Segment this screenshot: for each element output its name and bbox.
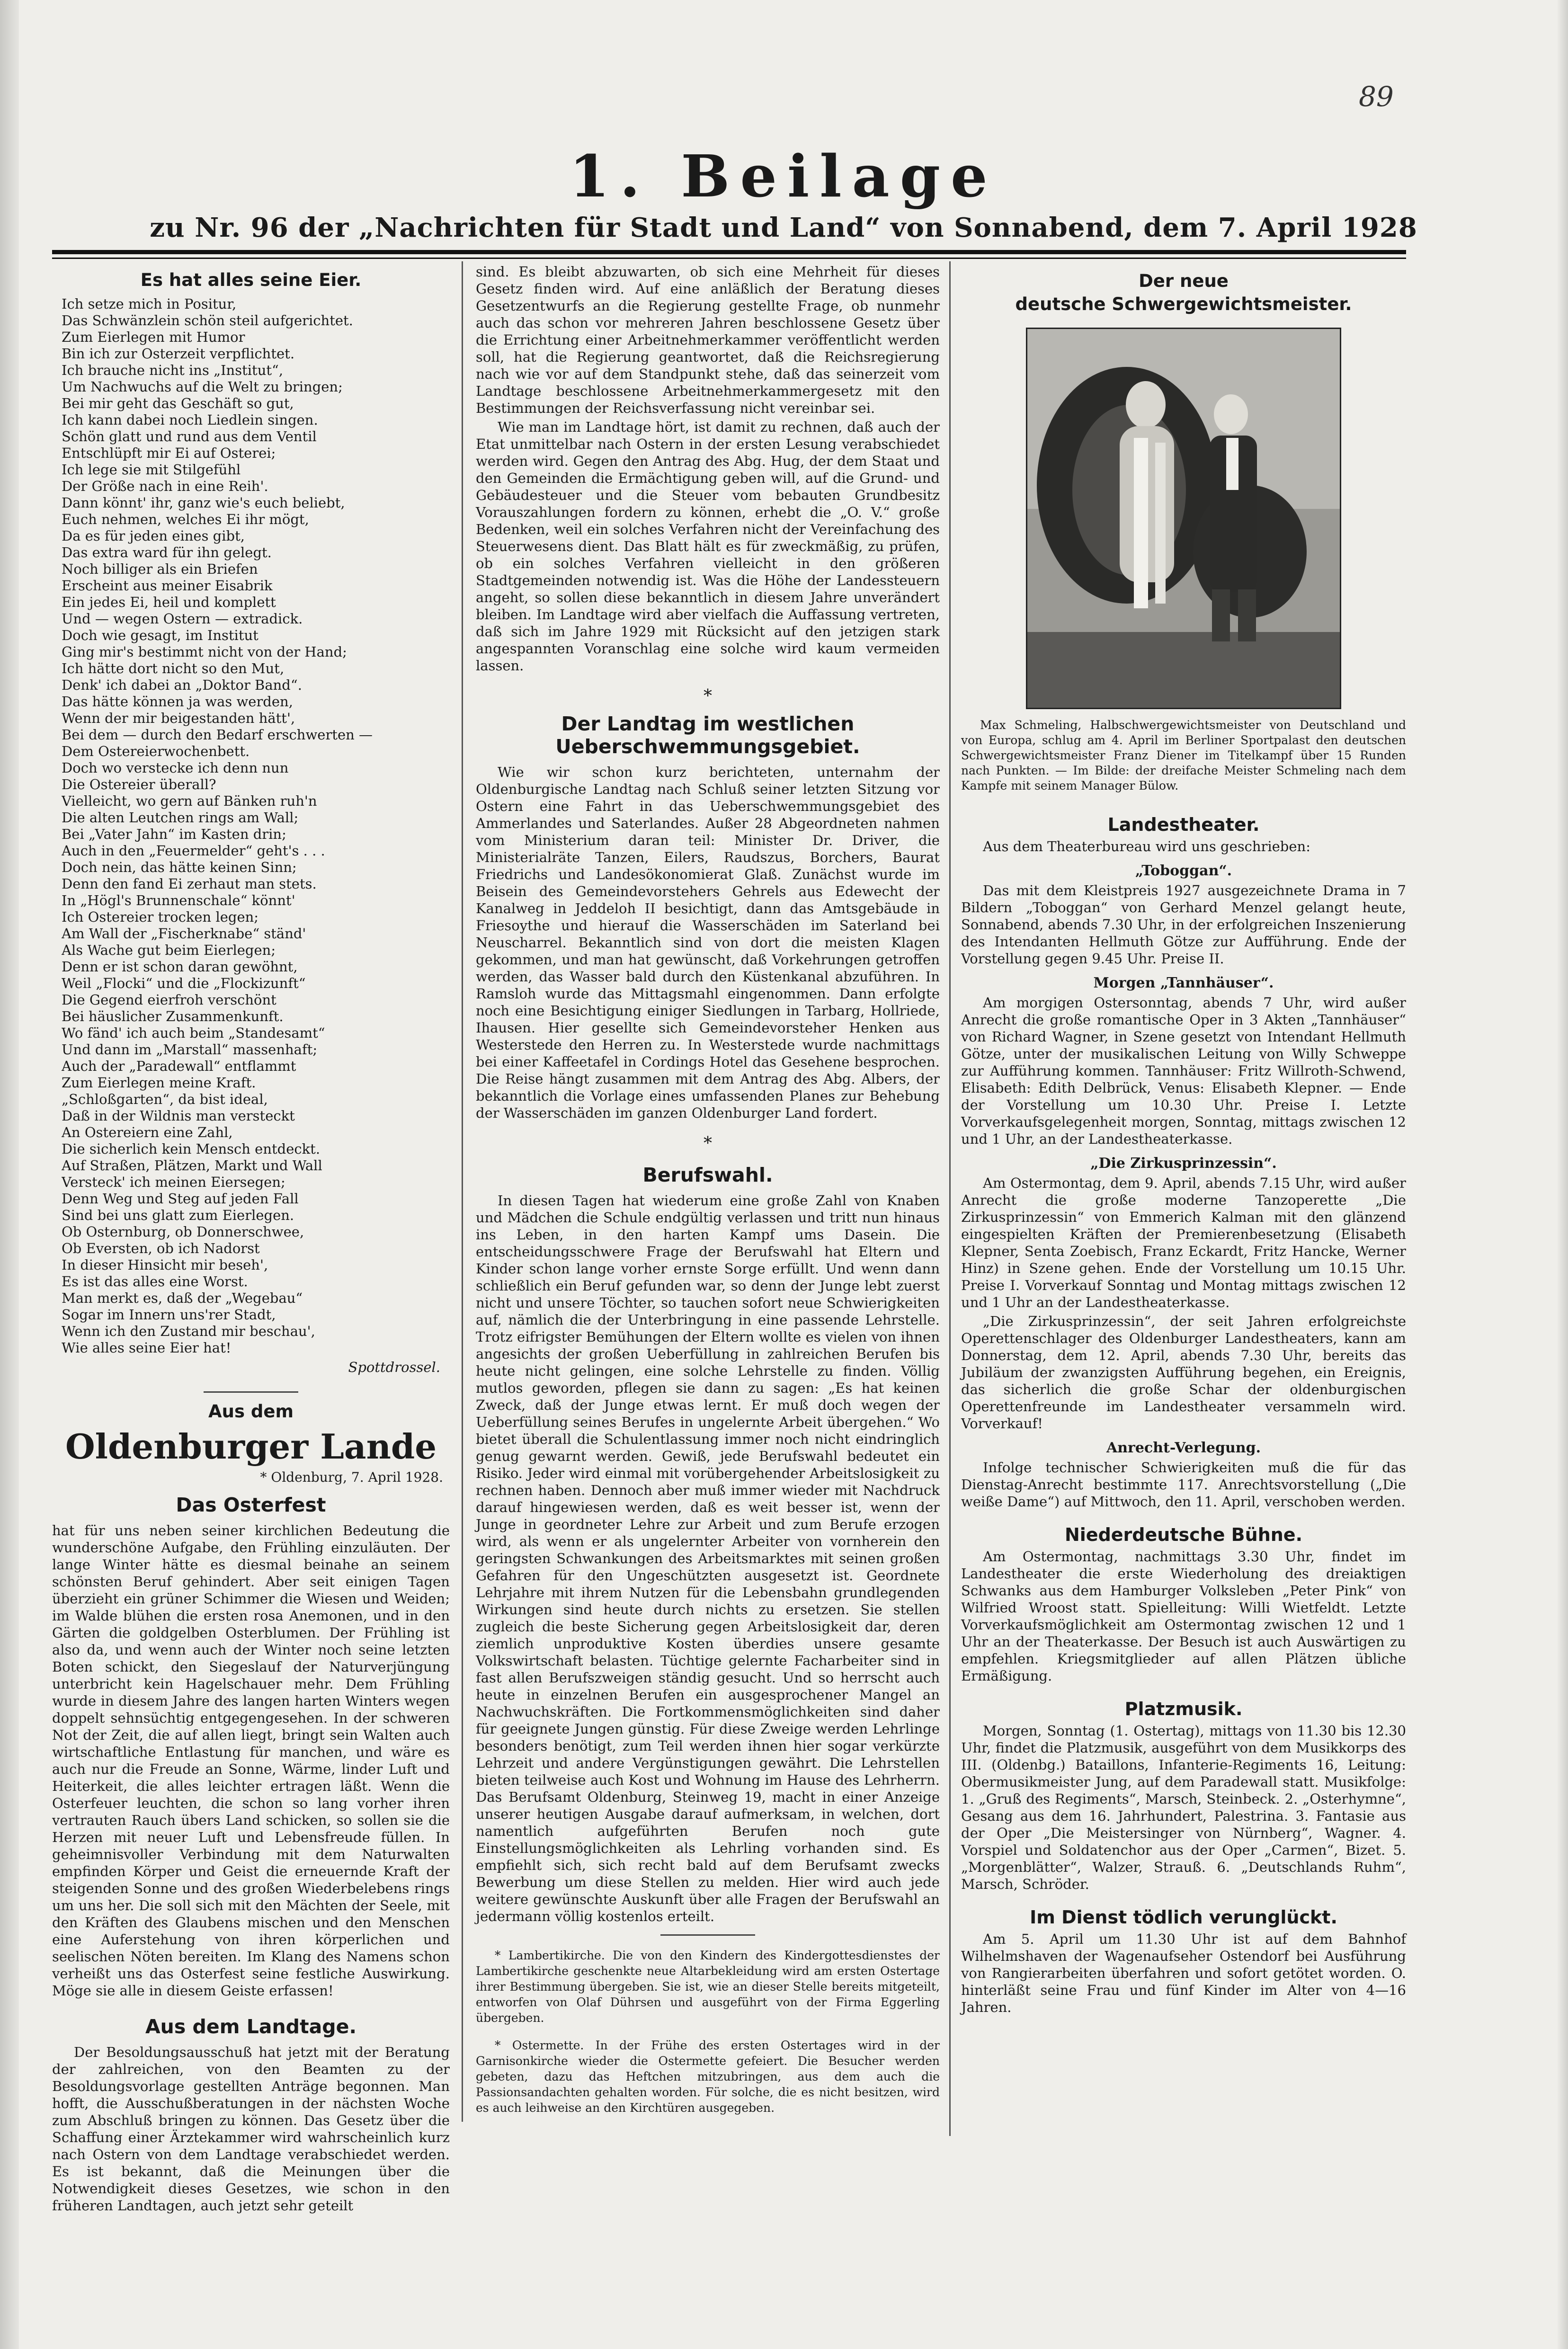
dienst-unfall-text: Am 5. April um 11.30 Uhr ist auf dem Bahnhof Wilhelmshaven der Wagenaufseher Ostendorf bei Ausführung von Rangierarbeiten überfahren und sofort getötet worden. O. hinterläßt seine Frau und fünf Kinder im Alter von 4—16 Jahren. <box>961 1931 1406 2015</box>
poem-line: Denk' ich dabei an „Doktor Band“. <box>62 677 302 693</box>
column-right <box>961 261 1406 2018</box>
landtage-text: Der Besoldungsausschuß hat jetzt mit der Beratung der zahlreichen, von den Beamten zu der Besoldungsvorlage gestellten Anträge begonnen. Man hofft, die Ausschußberatungen in der nächsten Woche zum Abschluß bringen zu können. Das Gesetz über die Schaffung einer Ärztekammer wird wahrscheinlich kurz nach Ostern von dem Landtage verabschiedet werden. Es ist bekannt, daß die Meinungen über die Notwendigkeit dieses Gesetzes, wie schon in den früheren Landtagen, auch jetzt sehr geteilt <box>52 2044 450 2214</box>
poem-line: Die Ostereier überall? <box>62 776 216 792</box>
poem-line: Denn er ist schon daran gewöhnt, <box>62 959 298 975</box>
poem-line: Als Wache gut beim Eierlegen; <box>62 942 276 958</box>
column-divider-2 <box>949 261 951 2136</box>
poem-line: Ich kann dabei noch Liedlein singen. <box>62 412 318 428</box>
poem-line: Schön glatt und rund aus dem Ventil <box>62 428 317 445</box>
poem-line: Denn den fand Ei zerhaut man stets. <box>62 876 317 892</box>
poem-line: Die sicherlich kein Mensch entdeckt. <box>62 1141 321 1157</box>
poem-line: Man merkt es, daß der „Wegebau“ <box>62 1290 303 1306</box>
poem-line: Zum Eierlegen mit Humor <box>62 329 245 345</box>
poem-line: Ob Osternburg, ob Donnerschwee, <box>62 1224 304 1240</box>
masthead-rule-thin <box>52 258 1406 259</box>
poem-line: Die alten Leutchen rings am Wall; <box>62 810 299 826</box>
poem-line: Am Wall der „Fischerknabe“ ständ' <box>62 925 306 942</box>
landtag-trip-text: Wie wir schon kurz berichteten, unternahm der Oldenburgische Landtag nach Schluß seiner letzten Sitzung vor Ostern eine Fahrt in das Ueberschwemmungsgebiet des Ammerlandes und Saterlandes. Außer 28 Abgeordneten nahmen vom Ministerium daran teil: Minister Dr. Driver, die Ministerialräte Tanzen, Eilers, Raudszus, Borchers, Baurat Friedrichs und Landesökonomierat Glaß. Zunächst wurde im Beisein des Gemeindevorstehers Gehrels aus Edewecht der Kanalweg in Jeddeloh II besichtigt, dann das Amtsgebäude in Friesoythe und hierauf die Wasserschäden im Saterland bei Neuscharrel. Bekanntlich sind von dort die meisten Klagen gekommen, und man hat gewünscht, daß Vorkehrungen getroffen werden, das Wasser bald durch den Küstenkanal abzuführen. In Ramsloh wurde das Mittagsmahl eingenommen. Dann erfolgte noch eine Besichtigung einiger Siedlungen in Tarbarg, Hollriede, Ihausen. Hier gesellte sich Gemeindevorsteher Henken aus Westerstede den Herren zu. In Westerstede wurde nachmittags bei einer Kaffeetafel in Cordings Hotel das Gesehene besprochen. Die Reise hängt zusammen mit dem Antrag des Abg. Albers, der bekanntlich die Vorlage eines umfassenden Planes zur Behebung der Wasserschäden im ganzen Oldenburger Land fordert. <box>476 764 940 1121</box>
section-rule <box>660 1934 755 1936</box>
poem-line: Bei dem — durch den Bedarf erschwerten — <box>62 727 373 743</box>
poem-line: Die Gegend eierfroh verschönt <box>62 992 276 1008</box>
poem-line: Auf Straßen, Plätzen, Markt und Wall <box>62 1157 322 1174</box>
niederdeutsche-buehne-title: Niederdeutsche Bühne. <box>1064 1524 1303 1545</box>
section-title: Oldenburger Lande <box>65 1426 437 1467</box>
tannhaeuser-heading: Morgen „Tannhäuser“. <box>1093 975 1274 991</box>
poem-line: Bin ich zur Osterzeit verpflichtet. <box>62 346 295 362</box>
poem-line: Dem Ostereierwochenbett. <box>62 743 250 759</box>
dienst-unfall-title: Im Dienst tödlich verunglückt. <box>1030 1907 1337 1928</box>
poem-line: Ich lege sie mit Stilgefühl <box>62 462 241 478</box>
masthead-rule-thick <box>52 250 1406 254</box>
poem-line: Doch wie gesagt, im Institut <box>62 627 258 643</box>
poem-line: Wie alles seine Eier hat! <box>62 1340 232 1356</box>
poem-line: In dieser Hinsicht mir beseh', <box>62 1257 268 1273</box>
poem-line: Versteck' ich meinen Eiersegen; <box>62 1174 285 1190</box>
poem-line: Vielleicht, wo gern auf Bänken ruh'n <box>62 793 317 809</box>
landtag-trip-title-line2: Ueberschwemmungsgebiet. <box>555 735 860 758</box>
poem-line: In „Högl's Brunnenschale“ könnt' <box>62 892 295 908</box>
poem-line: Ich brauche nicht ins „Institut“, <box>62 362 284 378</box>
poem-line: Und — wegen Ostern — extradick. <box>62 611 303 627</box>
supplement-subtitle: zu Nr. 96 der „Nachrichten für Stadt und Land“ von Sonnabend, dem 7. April 1928 <box>150 212 1417 243</box>
poem-line: Das Schwänzlein schön steil aufgerichtet. <box>62 312 353 329</box>
poem-body <box>62 296 450 1356</box>
poem-line: Noch billiger als ein Briefen <box>62 561 258 577</box>
niederdeutsche-buehne-text: Am Ostermontag, nachmittags 3.30 Uhr, findet im Landestheater die erste Wiederholung des dreiaktigen Schwanks aus dem Hamburger Volksleben „Peter Pink“ von Wilfried Wroost statt. Spielleitung: Willi Wietfeldt. Letzte Vorverkaufsmöglichkeit am Ostermontag zwischen 12 und 1 Uhr an der Theaterkasse. Der Besuch ist auch Auswärtigen zu empfehlen. Kriegsmitglieder auf allen Plätzen übliche Ermäßigung. <box>961 1548 1406 1684</box>
poem-line: Weil „Flocki“ und die „Flockizunft“ <box>62 975 306 991</box>
poem-line: Auch in den „Feuermelder“ geht's . . . <box>62 843 325 859</box>
dateline: * Oldenburg, 7. April 1928. <box>260 1469 443 1485</box>
poem-line: Ein jedes Ei, heil und komplett <box>62 594 276 610</box>
poem-line: An Ostereiern eine Zahl, <box>62 1124 233 1140</box>
separator-star: * <box>704 1134 712 1153</box>
berufswahl-title: Berufswahl. <box>642 1164 773 1186</box>
poem-signature: Spottdrossel. <box>348 1359 440 1375</box>
photo-caption: Max Schmeling, Halbschwergewichtsmeister von Deutschland und von Europa, schlug am 4. April im Berliner Sportpalast den deutschen Schwergewichtsmeister Franz Diener im Titelkampf über 15 Runden nach Punkten. — Im Bilde: der dreifache Meister Schmeling nach dem Kampfe mit seinem Manager Bülow. <box>961 718 1406 792</box>
poem-line: Denn Weg und Steg auf jeden Fall <box>62 1191 299 1207</box>
poem-line: Ging mir's bestimmt nicht von der Hand; <box>62 644 347 660</box>
poem-line: Daß in der Wildnis man versteckt <box>62 1108 295 1124</box>
anrecht-heading: Anrecht-Verlegung. <box>1106 1440 1261 1456</box>
poem-line: Wenn ich den Zustand mir beschau', <box>62 1323 315 1339</box>
landtag-etat-text: Wie man im Landtage hört, ist damit zu rechnen, daß auch der Etat unmittelbar nach Ostern in der ersten Lesung verabschiedet werden wird. Gegen den Antrag des Abg. Hug, der dem Staat und den Gemeinden die Ermächtigung geben will, auf die Grund- und Gebäudesteuer und die Steuer vom bebauten Grundbesitz Vorauszahlungen fordern zu können, erhebt die „O. V.“ große Bedenken, weil ein solches Verfahren nicht der Vereinfachung des Steuerwesens dient. Das Blatt hält es für zweckmäßig, zu prüfen, ob ein solches Verfahren vielleicht in den größeren Stadtgemeinden notwendig ist. Was die Höhe der Landessteuern angeht, so sollen diese bekanntlich in diesem Jahre unverändert bleiben. Im Landtage wird aber vielfach die Auffassung vertreten, daß sich im Jahre 1929 mit Rücksicht auf den jetzigen stark angespannten Voranschlag eine solche wird kaum vermeiden lassen. <box>476 419 940 674</box>
poem-title: Es hat alles seine Eier. <box>140 270 362 290</box>
scan-edge-left <box>0 0 19 2349</box>
poem-line: Wenn der mir beigestanden hätt', <box>62 710 295 726</box>
poem-line: Sogar im Innern uns'rer Stadt, <box>62 1307 276 1323</box>
ostermette-text: * Ostermette. In der Frühe des ersten Ostertages wird in der Garnisonkirche wieder die Ostermette gefeiert. Die Besucher werden gebeten, dazu das Heftchen mitzubringen, aus dem auch die Passionsandachten gehalten worden. Für solche, die es nicht besitzen, wird es auch leihweise an den Kirchtüren ausgegeben. <box>476 2038 940 2115</box>
tannhaeuser-text: Am morgigen Ostersonntag, abends 7 Uhr, wird außer Anrecht die große romantische Oper in 3 Akten „Tannhäuser“ von Richard Wagner, in Szene gesetzt von Intendant Hellmuth Götze, unter der musikalischen Leitung von Willy Schweppe zur Aufführung kommen. Tannhäuser: Fritz Willroth-Schwend, Elisabeth: Edith Delbrück, Venus: Elisabeth Klepner. — Ende der Vorstellung um 10.30 Uhr. Preise I. Letzte Vorverkaufsgelegenheit morgen, Sonntag, mittags zwischen 12 und 1 Uhr, an der Landestheaterkasse. <box>961 995 1406 1147</box>
column-left <box>52 261 450 2216</box>
poem-line: Dann könnt' ihr, ganz wie's euch beliebt, <box>62 495 345 511</box>
section-kicker: Aus dem <box>208 1401 294 1422</box>
poem-line: Ob Eversten, ob ich Nadorst <box>62 1240 260 1256</box>
toboggan-heading: „Toboggan“. <box>1135 863 1232 879</box>
poem-line: Das hätte können ja was werden, <box>62 694 293 710</box>
poem-line: Wo fänd' ich auch beim „Standesamt“ <box>62 1025 325 1041</box>
zirkusprinzessin-heading: „Die Zirkusprinzessin“. <box>1090 1155 1277 1172</box>
section-rule <box>204 1391 298 1393</box>
landtag-trip-title-line1: Der Landtag im westlichen <box>561 712 855 735</box>
platzmusik-title: Platzmusik. <box>1124 1699 1243 1719</box>
poem-line: Sind bei uns glatt zum Eierlegen. <box>62 1207 294 1223</box>
poem-line: Um Nachwuchs auf die Welt zu bringen; <box>62 379 343 395</box>
poem-line: Bei häuslicher Zusammenkunft. <box>62 1008 284 1024</box>
landestheater-intro: Aus dem Theaterbureau wird uns geschrieben: <box>983 838 1310 854</box>
column-middle <box>476 261 940 2127</box>
poem-line: Ich Ostereier trocken legen; <box>62 909 259 925</box>
landtag-continued-text: sind. Es bleibt abzuwarten, ob sich eine Mehrheit für dieses Gesetz finden wird. Auf eine anläßlich der Beratung dieses Gesetzentwurfs an die Regierung gestellte Frage, ob nunmehr auch das schon vor mehreren Jahren beschlossene Gesetz über die Errichtung einer Arbeitnehmerkammer veröffentlicht werden soll, hat die Regierung geantwortet, daß die Reichsregierung nach wie vor auf dem Standpunkt stehe, daß das seinerzeit vom Landtage beschlossene Arbeitnehmerkammergesetz mit den Bestimmungen der Reichsverfassung nicht vereinbar sei. <box>476 264 940 416</box>
page-number: 89 <box>1359 80 1394 113</box>
berufswahl-text: In diesen Tagen hat wiederum eine große Zahl von Knaben und Mädchen die Schule endgültig verlassen und tritt nun hinaus ins Leben, in den harten Kampf ums Dasein. Die entscheidungsschwere Frage der Berufswahl hat Eltern und Kinder schon lange vorher ernste Sorge erfüllt. Und wenn dann schließlich ein Beruf gefunden war, so denn der Junge lebt zuerst nicht und unsere Töchter, so tauchen sofort neue Schwierigkeiten auf, nämlich die der Unterbringung in eine passende Lehrstelle. Trotz eifrigster Bemühungen der Eltern wollte es vielen von ihnen angesichts der großen Ueberfüllung in zahlreichen Berufen bis heute nicht gelingen, eine solche Lehrstelle zu finden. Völlig mutlos geworden, pflegen sie dann zu sagen: „Es hat keinen Zweck, daß der Junge etwas lernt. Er muß doch wegen der Ueberfüllung seines Berufes in ungelernte Arbeit übergehen.“ Wo bietet überall die Schulentlassung immer noch nicht eindringlich genug gewarnt werden. Gewiß, jede Berufswahl bedeutet ein Risiko. Jeder wird einmal mit vorübergehender Arbeitslosigkeit zu rechnen haben. Dennoch aber muß immer wieder mit Nachdruck darauf hingewiesen werden, daß es weit besser ist, wenn der Junge in geordneter Lehre zur Arbeit und zum Berufe erzogen wird, als wenn er als ungelernter Arbeiter von vornherein den geringsten Schwankungen des Arbeitsmarktes mit seinen großen Gefahren für den Ungeschützten ausgesetzt ist. Geordnete Lehrjahre mit ihrem Nutzen für die Lebensbahn grundlegenden Wirkungen sind heute durch nichts zu ersetzen. Sie stellen zugleich die beste Sicherung gegen Arbeitslosigkeit dar, deren ziemlich unproduktive Kosten überdies unsere gesamte Volkswirtschaft belasten. Tüchtige gelernte Facharbeiter sind in fast allen Berufszweigen ständig gesucht. Und so herrscht auch heute in einzelnen Berufen ein ausgesprochener Mangel an Nachwuchskräften. Die Fortkommensmöglichkeiten sind daher für geeignete Jungen günstig. Für diese Zweige werden Lehrlinge besonders benötigt, zum Teil werden ihnen hier sogar verkürzte Lehrzeit und andere Vergünstigungen gewährt. Die Lehrstellen bieten teilweise auch Kost und Wohnung im Hause des Lehrherrn. Das Berufsamt Oldenburg, Steinweg 19, macht in einer Anzeige unserer heutigen Ausgabe darauf aufmerksam, in welchen, dort namentlich aufgeführten Berufen noch gute Einstellungsmöglichkeiten als Lehrling vorhanden sind. Es empfiehlt sich, sich recht bald auf dem Berufsamt zwecks Bewerbung um diese Stellen zu melden. Hier wird auch jede weitere gewünschte Auskunft über alle Fragen der Berufswahl an jedermann völlig kostenlos erteilt. <box>476 1192 940 1924</box>
osterfest-text: hat für uns neben seiner kirchlichen Bedeutung die wunderschöne Aufgabe, den Frühling einzuläuten. Der lange Winter hätte es diesmal beinahe an seinem schönsten Beruf gehindert. Aber seit einigen Tagen überzieht ein grüner Schimmer die Wiesen und Weiden; im Walde blühen die ersten rosa Anemonen, und in den Gärten die goldgelben Osterblumen. Der Frühling ist also da, und wenn auch der Winter noch seine letzten Boten schickt, den Siegeslauf der Naturverjüngung unterbricht kein Hagelschauer mehr. Dem Frühling wurde in diesem Jahre des langen harten Winters wegen doppelt sehnsüchtig entgegengesehen. In der schweren Not der Zeit, die auf allen liegt, bringt sein Walten auch wirtschaftliche Entlastung für manchen, und wäre es auch nur die Freude an Sonne, Wärme, linder Luft und Heiterkeit, die alles leichter ertragen läßt. Wenn die Osterfeuer leuchten, die schon so lang vorher ihren vertrauten Rauch übers Land schicken, so sollen sie die Herzen mit neuer Luft und Lebensfreude füllen. In geheimnisvoller Verbindung mit dem Naturwalten empfinden Körper und Geist die erneuernde Kraft der steigenden Sonne und des großen Wiederbelebens rings um uns her. Die soll sich mit den Mächten der Seele, mit den Kräften des Glaubens mischen und den Menschen eine Auferstehung von ihren körperlichen und seelischen Nöten bereiten. Im Klang des Namens schon verheißt uns das Osterfest seine festliche Auswirkung. Möge sie alle in diesem Geiste erfassen! <box>52 1522 450 1999</box>
separator-star: * <box>704 686 712 706</box>
poem-line: Zum Eierlegen meine Kraft. <box>62 1075 256 1091</box>
poem-line: Entschlüpft mir Ei auf Osterei; <box>62 445 276 461</box>
toboggan-text: Das mit dem Kleistpreis 1927 ausgezeichnete Drama in 7 Bildern „Toboggan“ von Gerhard Menzel gelangt heute, Sonnabend, abends 7.30 Uhr, in der erfolgreichen Inszenierung des Intendanten Hellmuth Götze zur Aufführung. Ende der Vorstellung gegen 9.45 Uhr. Preise II. <box>961 882 1406 967</box>
poem-line: Ich hätte dort nicht so den Mut, <box>62 660 285 676</box>
poem-line: „Schloßgarten“, da bist ideal, <box>62 1091 268 1107</box>
zirkusprinzessin-jubilee-text: „Die Zirkusprinzessin“, der seit Jahren erfolgreichste Operettenschlager des Oldenburger Landestheaters, kann am Donnerstag, dem 12. April, abends 7.30 Uhr, bereits das Jubiläum der zwanzigsten Aufführung begehen, ein Ereignis, das sicherlich die große Schar der oldenburgischen Operettenfreunde im Landestheater versammeln wird. Vorverkauf! <box>961 1313 1406 1432</box>
boxer-photo <box>1026 328 1341 709</box>
poem-line: Ich setze mich in Positur, <box>62 296 237 312</box>
poem-line: Bei mir geht das Geschäft so gut, <box>62 395 294 411</box>
scan-edge-right <box>1558 0 1568 2349</box>
supplement-title: 1. Beilage <box>569 142 998 210</box>
poem-line: Das extra ward für ihn gelegt. <box>62 544 272 561</box>
poem-line: Doch wo verstecke ich denn nun <box>62 760 289 776</box>
landtage-title: Aus dem Landtage. <box>145 2015 357 2038</box>
poem-line: Und dann im „Marstall“ massenhaft; <box>62 1041 318 1058</box>
zirkusprinzessin-text: Am Ostermontag, dem 9. April, abends 7.15 Uhr, wird außer Anrecht die große moderne Tanzoperette „Die Zirkusprinzessin“ von Emmerich Kalman mit den glänzend eingespielten Kräften der Premierenbesetzung (Elisabeth Klepner, Senta Zoebisch, Franz Eckardt, Fritz Hancke, Werner Hinz) in Szene gehen. Ende der Vorstellung um 10.15 Uhr. Preise I. Vorverkauf Sonntag und Montag mittags zwischen 12 und 1 Uhr an der Landestheaterkasse. <box>961 1175 1406 1310</box>
poem-line: Auch der „Paradewall“ entflammt <box>62 1058 296 1074</box>
poem-line: Bei „Vater Jahn“ im Kasten drin; <box>62 826 286 842</box>
poem-line: Der Größe nach in eine Reih'. <box>62 478 268 494</box>
anrecht-text: Infolge technischer Schwierigkeiten muß die für das Dienstag-Anrecht bestimmte 117. Anrechtsvorstellung („Die weiße Dame“) auf Mittwoch, den 11. April, verschoben werden. <box>961 1459 1406 1510</box>
photo-headline-line2: deutsche Schwergewichtsmeister. <box>1015 294 1352 314</box>
photo-headline-line1: Der neue <box>1139 271 1229 291</box>
poem-line: Erscheint aus meiner Eisabrik <box>62 578 273 594</box>
osterfest-title: Das Osterfest <box>176 1494 326 1516</box>
poem-line: Es ist das alles eine Worst. <box>62 1273 248 1290</box>
landestheater-title: Landestheater. <box>1107 814 1260 835</box>
poem-line: Doch nein, das hätte keinen Sinn; <box>62 859 297 875</box>
lambertikirche-text: * Lambertikirche. Die von den Kindern des Kindergottesdienstes der Lambertikirche geschenkte neue Altarbekleidung wird am ersten Ostertage ihrer Bestimmung übergeben. Sie ist, wie an dieser Stelle bereits mitgeteilt, entworfen von Olaf Dührsen und ausgeführt von der Firma Eggerling übergeben. <box>476 1949 940 2025</box>
poem-line: Euch nehmen, welches Ei ihr mögt, <box>62 511 309 527</box>
platzmusik-text: Morgen, Sonntag (1. Ostertag), mittags von 11.30 bis 12.30 Uhr, findet die Platzmusik, ausgeführt von dem Musikkorps des III. (Oldenbg.) Bataillons, Infanterie-Regiments 16, Leitung: Obermusikmeister Jung, auf dem Paradewall statt. Musikfolge: 1. „Gruß des Regiments“, Marsch, Steinbeck. 2. „Osterhymne“, Gesang aus dem 16. Jahrhundert, Palestrina. 3. Fantasie aus der Oper „Die Meistersinger von Nürnberg“, Wagner. 4. Vorspiel und Soldatenchor aus der Oper „Carmen“, Bizet. 5. „Morgenblätter“, Walzer, Strauß. 6. „Deutschlands Ruhm“, Marsch, Schröder. <box>961 1723 1406 1892</box>
poem-line: Da es für jeden eines gibt, <box>62 528 245 544</box>
column-divider-1 <box>462 261 463 2122</box>
